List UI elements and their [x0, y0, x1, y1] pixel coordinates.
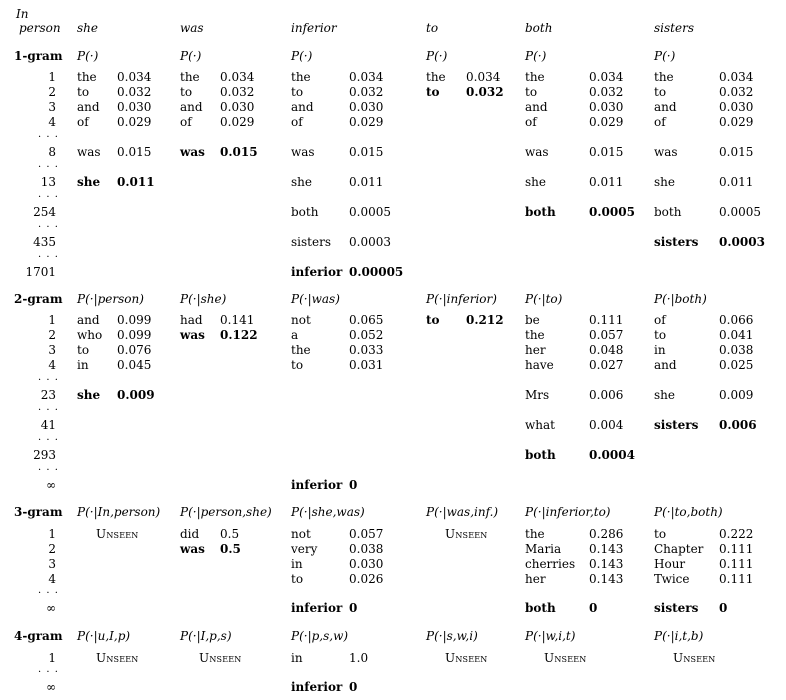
entry-word: the: [77, 70, 97, 84]
entry-word: in: [291, 557, 303, 571]
entry-probability: 0.030: [117, 100, 152, 114]
entry-probability: 0.0003: [349, 235, 391, 249]
rank-number: ∞: [46, 680, 56, 694]
context-label-line2: person: [19, 21, 61, 35]
distribution-header: P(·|person): [77, 292, 144, 306]
entry-word: who: [77, 328, 103, 342]
entry-probability: 0.143: [589, 572, 624, 586]
entry-probability: 0.026: [349, 572, 384, 586]
entry-word: of: [180, 115, 192, 129]
rank-number: 1: [48, 651, 56, 665]
ellipsis-separator: · · ·: [38, 667, 59, 678]
distribution-header: P(·|In,person): [77, 505, 161, 519]
entry-word: to: [77, 343, 90, 357]
entry-probability: 0.015: [220, 145, 258, 159]
ellipsis-separator: · · ·: [38, 221, 59, 233]
entry-word: Maria: [525, 542, 562, 556]
entry-word: to: [654, 85, 667, 99]
entry-probability: 0.0005: [589, 205, 635, 219]
entry-word: the: [291, 343, 311, 357]
entry-word: a: [291, 328, 299, 342]
entry-word: Twice: [654, 572, 690, 586]
entry-word: in: [654, 343, 666, 357]
distribution-header: P(·|i,t,b): [654, 629, 704, 643]
distribution-header: P(·|to): [525, 292, 563, 306]
rank-number: 1: [48, 313, 56, 327]
entry-probability: 0.029: [349, 115, 384, 129]
column-word-both: both: [525, 21, 553, 35]
entry-word: sisters: [654, 235, 699, 249]
entry-word: inferior: [291, 478, 343, 492]
rank-number: 4: [48, 115, 56, 129]
distribution-header: P(·|p,s,w): [291, 629, 349, 643]
entry-word: to: [291, 85, 304, 99]
ellipsis-separator: · · ·: [38, 374, 59, 386]
unseen-label: Unseen: [544, 651, 587, 665]
entry-probability: 0.038: [719, 343, 754, 357]
ellipsis-separator: · · ·: [38, 191, 59, 203]
column-word-she: she: [77, 21, 98, 35]
entry-word: of: [77, 115, 89, 129]
entry-probability: 0.0005: [719, 205, 761, 219]
entry-probability: 0.034: [719, 70, 754, 84]
entry-word: cherries: [525, 557, 576, 571]
entry-word: had: [180, 313, 203, 327]
rank-number: 254: [33, 205, 56, 219]
entry-word: not: [291, 527, 311, 541]
entry-probability: 0.032: [117, 85, 152, 99]
distribution-header: P(·): [426, 49, 448, 63]
entry-word: was: [180, 145, 205, 159]
unseen-label: Unseen: [96, 651, 139, 665]
ellipsis-separator: · · ·: [38, 161, 59, 173]
entry-probability: 0.029: [589, 115, 624, 129]
distribution-header: P(·|inferior,to): [525, 505, 611, 519]
entry-word: was: [291, 145, 315, 159]
entry-probability: 0.006: [719, 418, 757, 432]
distribution-header: P(·|was): [291, 292, 340, 306]
entry-word: the: [525, 328, 545, 342]
entry-probability: 0.029: [117, 115, 152, 129]
entry-word: both: [525, 448, 556, 462]
entry-probability: 0.030: [349, 557, 384, 571]
entry-word: to: [291, 572, 304, 586]
entry-word: and: [525, 100, 548, 114]
rank-number: 3: [48, 100, 56, 114]
unseen-label: Unseen: [96, 527, 139, 541]
unseen-label: Unseen: [673, 651, 716, 665]
entry-word: be: [525, 313, 540, 327]
ellipsis-separator: · · ·: [38, 131, 59, 143]
column-word-was: was: [180, 21, 204, 35]
entry-probability: 0.030: [220, 100, 255, 114]
entry-probability: 0.141: [220, 313, 255, 327]
ellipsis-separator: · · ·: [38, 404, 59, 416]
distribution-header: P(·): [291, 49, 313, 63]
entry-word: to: [654, 328, 667, 342]
entry-probability: 0.029: [220, 115, 255, 129]
entry-probability: 0.032: [466, 85, 504, 99]
unseen-label: Unseen: [445, 651, 488, 665]
entry-probability: 0.033: [349, 343, 384, 357]
section-label-1-gram: 1-gram: [14, 49, 63, 63]
entry-probability: 0.111: [589, 313, 624, 327]
entry-word: Chapter: [654, 542, 704, 556]
entry-probability: 0.015: [117, 145, 152, 159]
entry-probability: 0.143: [589, 557, 624, 571]
entry-probability: 0.111: [719, 557, 754, 571]
entry-word: she: [525, 175, 546, 189]
entry-word: sisters: [654, 601, 699, 615]
entry-probability: 0.011: [589, 175, 624, 189]
entry-word: the: [180, 70, 200, 84]
entry-probability: 0.143: [589, 542, 624, 556]
entry-word: of: [654, 313, 666, 327]
entry-word: was: [77, 145, 101, 159]
column-word-sisters: sisters: [654, 21, 694, 35]
entry-probability: 1.0: [349, 651, 369, 665]
entry-probability: 0.065: [349, 313, 384, 327]
distribution-header: P(·): [654, 49, 676, 63]
entry-probability: 0.038: [349, 542, 384, 556]
entry-word: she: [654, 388, 675, 402]
rank-number: 23: [40, 388, 56, 402]
entry-word: both: [291, 205, 319, 219]
entry-probability: 0: [349, 478, 358, 492]
entry-probability: 0.212: [466, 313, 504, 327]
entry-probability: 0.009: [719, 388, 754, 402]
rank-number: 13: [40, 175, 56, 189]
rank-number: 435: [33, 235, 56, 249]
entry-probability: 0.030: [719, 100, 754, 114]
entry-probability: 0.034: [117, 70, 152, 84]
entry-probability: 0.034: [220, 70, 255, 84]
entry-word: both: [525, 601, 556, 615]
entry-probability: 0.029: [719, 115, 754, 129]
entry-word: the: [291, 70, 311, 84]
entry-word: to: [426, 313, 440, 327]
rank-number: 4: [48, 572, 56, 586]
entry-probability: 0.004: [589, 418, 624, 432]
rank-number: ∞: [46, 478, 56, 492]
entry-probability: 0.057: [349, 527, 384, 541]
distribution-header: P(·): [77, 49, 99, 63]
entry-word: sisters: [654, 418, 699, 432]
entry-probability: 0.027: [589, 358, 624, 372]
entry-probability: 0.045: [117, 358, 152, 372]
rank-number: 3: [48, 557, 56, 571]
entry-probability: 0.041: [719, 328, 754, 342]
entry-word: of: [654, 115, 666, 129]
rank-number: 1: [48, 527, 56, 541]
entry-word: inferior: [291, 601, 343, 615]
rank-number: 1701: [25, 265, 56, 279]
entry-word: both: [654, 205, 682, 219]
rank-number: 8: [48, 145, 56, 159]
section-label-3-gram: 3-gram: [14, 505, 63, 519]
entry-probability: 0.009: [117, 388, 155, 402]
entry-probability: 0.5: [220, 542, 241, 556]
section-label-4-gram: 4-gram: [14, 629, 63, 643]
entry-word: she: [77, 175, 101, 189]
entry-probability: 0.034: [466, 70, 501, 84]
entry-word: and: [291, 100, 314, 114]
entry-probability: 0.030: [349, 100, 384, 114]
entry-probability: 0.015: [719, 145, 754, 159]
entry-word: to: [426, 85, 440, 99]
entry-word: of: [525, 115, 537, 129]
entry-word: to: [77, 85, 90, 99]
entry-probability: 0.099: [117, 328, 152, 342]
entry-word: in: [77, 358, 89, 372]
entry-probability: 0.031: [349, 358, 384, 372]
entry-word: very: [291, 542, 318, 556]
entry-probability: 0.0005: [349, 205, 391, 219]
column-word-to: to: [426, 21, 439, 35]
entry-probability: 0.011: [349, 175, 384, 189]
entry-word: of: [291, 115, 303, 129]
entry-probability: 0.099: [117, 313, 152, 327]
entry-word: was: [180, 542, 205, 556]
entry-probability: 0.111: [719, 572, 754, 586]
distribution-header: P(·|I,p,s): [180, 629, 232, 643]
entry-word: she: [654, 175, 675, 189]
unseen-label: Unseen: [445, 527, 488, 541]
entry-word: to: [291, 358, 304, 372]
entry-word: Hour: [654, 557, 686, 571]
entry-word: not: [291, 313, 311, 327]
entry-word: and: [654, 100, 677, 114]
rank-number: 2: [48, 328, 56, 342]
entry-word: inferior: [291, 265, 343, 279]
entry-probability: 0.034: [349, 70, 384, 84]
entry-word: her: [525, 343, 546, 357]
entry-probability: 0.0004: [589, 448, 635, 462]
entry-word: was: [180, 328, 205, 342]
distribution-header: P(·|to,both): [654, 505, 723, 519]
entry-word: was: [525, 145, 549, 159]
entry-probability: 0.006: [589, 388, 624, 402]
entry-probability: 0.111: [719, 542, 754, 556]
entry-probability: 0.222: [719, 527, 754, 541]
rank-number: 41: [40, 418, 56, 432]
rank-number: 3: [48, 343, 56, 357]
entry-word: did: [180, 527, 200, 541]
entry-probability: 0: [349, 680, 358, 694]
entry-word: and: [77, 100, 100, 114]
ellipsis-separator: · · ·: [38, 464, 59, 476]
entry-word: inferior: [291, 680, 343, 694]
entry-word: sisters: [291, 235, 331, 249]
entry-probability: 0.034: [589, 70, 624, 84]
entry-probability: 0.025: [719, 358, 754, 372]
rank-number: 4: [48, 358, 56, 372]
distribution-header: P(·|person,she): [180, 505, 272, 519]
entry-word: and: [654, 358, 677, 372]
entry-word: both: [525, 205, 556, 219]
ellipsis-separator: · · ·: [38, 588, 59, 599]
unseen-label: Unseen: [199, 651, 242, 665]
distribution-header: P(·|inferior): [426, 292, 497, 306]
entry-probability: 0: [719, 601, 728, 615]
entry-probability: 0.5: [220, 527, 240, 541]
column-word-inferior: inferior: [291, 21, 337, 35]
entry-word: the: [654, 70, 674, 84]
entry-word: she: [291, 175, 312, 189]
entry-word: her: [525, 572, 546, 586]
entry-probability: 0.076: [117, 343, 152, 357]
entry-word: and: [77, 313, 100, 327]
entry-probability: 0.032: [220, 85, 255, 99]
distribution-header: P(·|s,w,i): [426, 629, 478, 643]
entry-probability: 0.030: [589, 100, 624, 114]
entry-probability: 0.032: [589, 85, 624, 99]
entry-word: the: [426, 70, 446, 84]
ellipsis-separator: · · ·: [38, 434, 59, 446]
entry-probability: 0.286: [589, 527, 624, 541]
section-label-2-gram: 2-gram: [14, 292, 63, 306]
entry-probability: 0.011: [117, 175, 155, 189]
entry-word: to: [525, 85, 538, 99]
entry-probability: 0.048: [589, 343, 624, 357]
entry-word: have: [525, 358, 554, 372]
ellipsis-separator: · · ·: [38, 251, 59, 263]
distribution-header: P(·|both): [654, 292, 707, 306]
entry-probability: 0.052: [349, 328, 384, 342]
entry-probability: 0.057: [589, 328, 624, 342]
distribution-header: P(·|she,was): [291, 505, 365, 519]
rank-number: 2: [48, 85, 56, 99]
entry-word: the: [525, 70, 545, 84]
distribution-header: P(·): [180, 49, 202, 63]
entry-probability: 0.011: [719, 175, 754, 189]
entry-word: to: [654, 527, 667, 541]
entry-word: she: [77, 388, 101, 402]
distribution-header: P(·|she): [180, 292, 227, 306]
entry-probability: 0.122: [220, 328, 258, 342]
distribution-header: P(·): [525, 49, 547, 63]
entry-word: the: [525, 527, 545, 541]
entry-probability: 0.032: [719, 85, 754, 99]
entry-word: was: [654, 145, 678, 159]
entry-probability: 0.032: [349, 85, 384, 99]
distribution-header: P(·|u,I,p): [77, 629, 131, 643]
entry-probability: 0.015: [349, 145, 384, 159]
entry-probability: 0: [349, 601, 358, 615]
entry-probability: 0.00005: [349, 265, 404, 279]
rank-number: 2: [48, 542, 56, 556]
entry-probability: 0.015: [589, 145, 624, 159]
entry-word: Mrs: [525, 388, 550, 402]
entry-word: what: [525, 418, 555, 432]
rank-number: 1: [48, 70, 56, 84]
entry-word: to: [180, 85, 193, 99]
entry-word: and: [180, 100, 203, 114]
entry-probability: 0.066: [719, 313, 754, 327]
entry-probability: 0: [589, 601, 598, 615]
distribution-header: P(·|w,i,t): [525, 629, 576, 643]
rank-number: ∞: [46, 601, 56, 615]
entry-word: in: [291, 651, 303, 665]
distribution-header: P(·|was,inf.): [426, 505, 499, 519]
entry-probability: 0.0003: [719, 235, 765, 249]
context-label-line1: In: [16, 7, 29, 21]
rank-number: 293: [33, 448, 56, 462]
